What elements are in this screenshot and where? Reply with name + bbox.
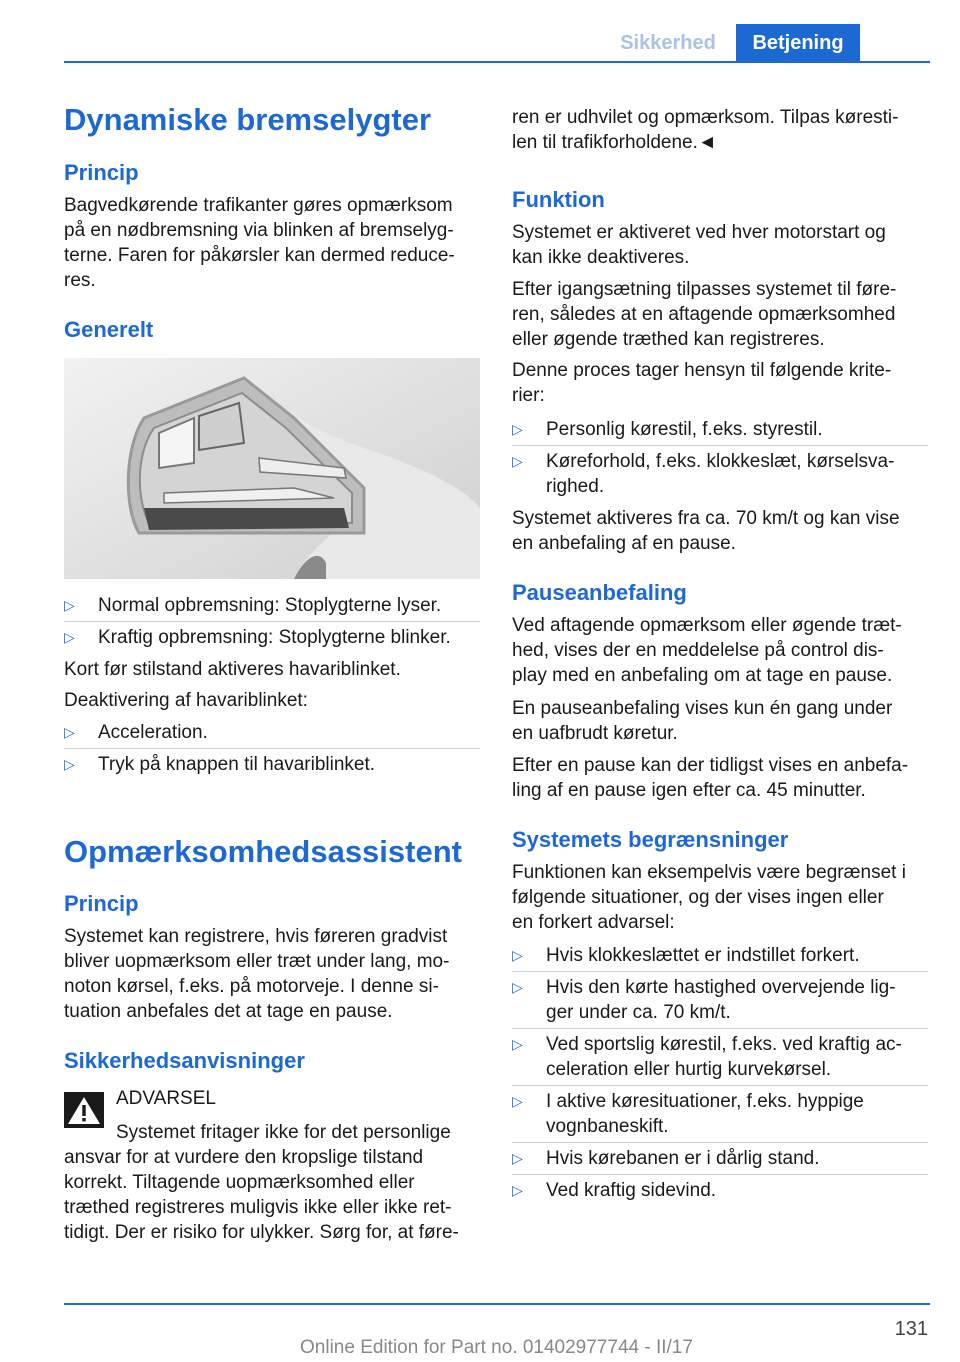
triangle-bullet-icon: ▷ xyxy=(64,756,75,772)
triangle-bullet-icon: ▷ xyxy=(512,947,523,963)
tab-operation[interactable]: Betjening xyxy=(736,24,860,62)
deactivate-text: Deaktivering af havariblinket: xyxy=(64,690,308,711)
list-item: ▷ Hvis den kørte hastighed overvejende lig- ger under ca. 70 km/t. xyxy=(512,977,896,1023)
list-item: ▷ Ved sportslig kørestil, f.eks. ved kraftig ac- celeration eller hurtig kurvekørsel. xyxy=(512,1034,902,1080)
list-divider xyxy=(512,1174,928,1175)
list-item: ▷ Personlig kørestil, f.eks. styrestil. xyxy=(512,419,823,440)
tail-light-illustration xyxy=(64,358,480,579)
list-divider xyxy=(512,971,928,972)
list-divider xyxy=(512,1028,928,1029)
pause-text-2: En pauseanbefaling vises kun én gang under en uafbrudt køretur. xyxy=(512,698,893,744)
edition-text: Online Edition for Part no. 01402977744 - II/17 xyxy=(300,1337,693,1358)
list-item: ▷ I aktive køresituationer, f.eks. hyppige vognbaneskift. xyxy=(512,1091,864,1137)
triangle-bullet-icon: ▷ xyxy=(512,421,523,437)
triangle-bullet-icon: ▷ xyxy=(512,1093,523,1109)
warning-text: ansvar for at vurdere den kropslige tilstand korrekt. Tiltagende uopmærksomhed eller træthed registreres muligvis ikke eller ikke ret- tidigt. Der er risiko for ulykker. Sørg for, at føre- xyxy=(64,1147,459,1243)
page-number: 131 xyxy=(894,1318,928,1340)
list-divider xyxy=(512,1142,928,1143)
footer-divider xyxy=(64,1303,930,1305)
function-text-2: Efter igangsætning tilpasses systemet til føre- ren, således at en aftagende opmærksomhed eller øgende træthed kan registreres. xyxy=(512,279,897,350)
pause-text-3: Efter en pause kan der tidligst vises en anbefa- ling af en pause igen efter ca. 45 minutter. xyxy=(512,755,909,801)
list-item: ▷ Ved kraftig sidevind. xyxy=(512,1180,717,1201)
function-text-3: Denne proces tager hensyn til følgende krite- rier: xyxy=(512,360,892,406)
principle-text: Bagvedkørende trafikanter gøres opmærksom på en nødbremsning via blinken af bremselyg- terne. Faren for påkørsler kan dermed reduce- res. xyxy=(64,195,455,291)
heading-pause-recommendation: Pauseanbefaling xyxy=(512,580,687,605)
triangle-bullet-icon: ▷ xyxy=(512,1150,523,1166)
triangle-bullet-icon: ▷ xyxy=(512,1182,523,1198)
list-divider xyxy=(512,445,928,446)
heading-system-limits: Systemets begrænsninger xyxy=(512,827,789,852)
list-item: ▷ Hvis klokkeslættet er indstillet forkert. xyxy=(512,945,860,966)
triangle-bullet-icon: ▷ xyxy=(512,453,523,469)
warning-triangle-icon xyxy=(64,1092,104,1128)
function-text-4: Systemet aktiveres fra ca. 70 km/t og kan vise en anbefaling af en pause. xyxy=(512,508,900,554)
heading-safety-notes: Sikkerhedsanvisninger xyxy=(64,1048,305,1073)
header-divider xyxy=(64,61,930,63)
function-text-1: Systemet er aktiveret ved hver motorstart og kan ikke deaktiveres. xyxy=(512,222,886,268)
list-item: ▷ Kraftig opbremsning: Stoplygterne blinker. xyxy=(64,627,451,648)
list-divider xyxy=(512,1085,928,1086)
warning-label: ADVARSEL xyxy=(116,1088,216,1109)
triangle-bullet-icon: ▷ xyxy=(512,979,523,995)
limits-text: Funktionen kan eksempelvis være begrænset i følgende situationer, og der vises ingen eller en forkert advarsel: xyxy=(512,862,906,933)
triangle-bullet-icon: ▷ xyxy=(64,629,75,645)
triangle-bullet-icon: ▷ xyxy=(512,1036,523,1052)
heading-function: Funktion xyxy=(512,187,605,212)
triangle-bullet-icon: ▷ xyxy=(64,724,75,740)
list-item: ▷ Tryk på knappen til havariblinket. xyxy=(64,754,376,775)
list-item: ▷ Køreforhold, f.eks. klokkeslæt, kørselsva- righed. xyxy=(512,451,895,497)
list-item: ▷ Normal opbremsning: Stoplygterne lyser. xyxy=(64,595,442,616)
list-divider xyxy=(64,748,480,749)
heading-general: Generelt xyxy=(64,317,154,342)
heading-principle: Princip xyxy=(64,891,139,916)
hazard-text: Kort før stilstand aktiveres havariblinket. xyxy=(64,659,401,680)
warning-continuation: ren er udhvilet og opmærksom. Tilpas køresti- len til trafikforholdene.◄ xyxy=(512,107,899,153)
section-title-attention-assistant: Opmærksomhedsassistent xyxy=(64,834,462,869)
tab-safety[interactable]: Sikkerhed xyxy=(620,31,716,54)
section-title-dynamic-brake-lights: Dynamiske bremselygter xyxy=(64,102,432,137)
triangle-bullet-icon: ▷ xyxy=(64,597,75,613)
heading-principle: Princip xyxy=(64,160,139,185)
list-item: ▷ Hvis kørebanen er i dårlig stand. xyxy=(512,1148,820,1169)
pause-text-1: Ved aftagende opmærksom eller øgende træt- hed, vises der en meddelelse på control dis- play med en anbefaling om at tage en pause. xyxy=(512,615,902,686)
list-item: ▷ Acceleration. xyxy=(64,722,208,743)
principle2-text: Systemet kan registrere, hvis føreren gradvist bliver uopmærksom eller træt under lang, mo- noton kørsel, f.eks. på motorveje. I denne si- tuation anbefales det at tage en pause. xyxy=(64,926,450,1022)
warning-text-first-line: Systemet fritager ikke for det personlige xyxy=(116,1122,451,1143)
list-divider xyxy=(64,621,480,622)
